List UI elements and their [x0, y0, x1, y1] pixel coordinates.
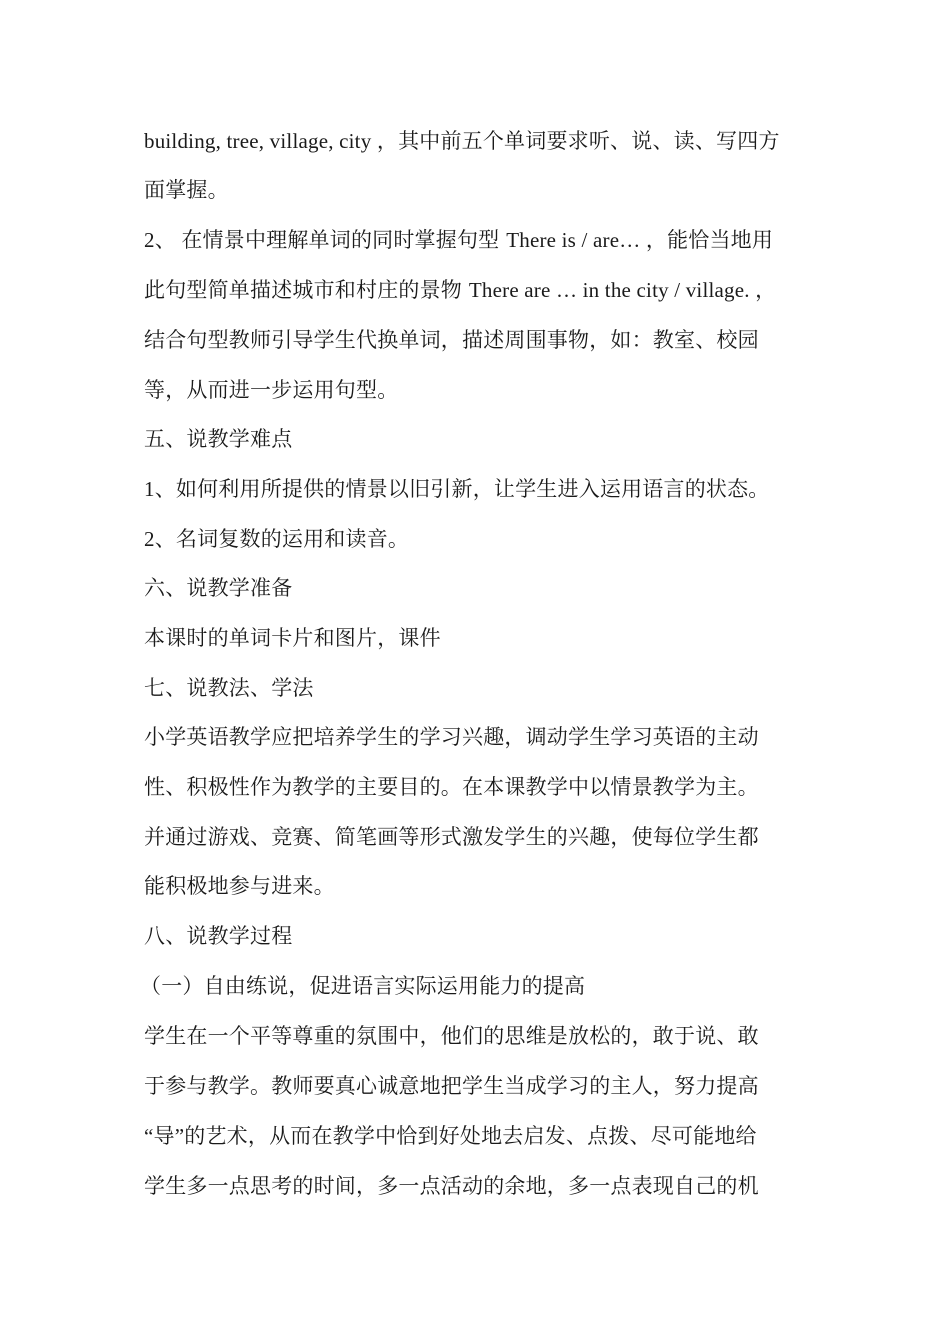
text-segment: 五、说教学难点: [144, 427, 293, 451]
text-line: [144, 822, 824, 852]
list-item: [144, 524, 824, 554]
section-heading: [144, 573, 824, 603]
text-segment: 学生多一点思考的时间，多一点活动的余地，多一点表现自己的机: [144, 1174, 759, 1198]
list-item: [144, 474, 824, 504]
list-number: 2、: [144, 228, 182, 252]
text-segment: 此句型简单描述城市和村庄的景物: [144, 278, 469, 302]
text-line: [144, 1071, 824, 1101]
text-line: [144, 375, 824, 405]
text-segment: There are … in the city / village. ，: [468, 278, 777, 302]
text-line: [144, 325, 824, 355]
subsection-heading: [140, 971, 820, 1001]
text-segment: 面掌握。: [144, 178, 229, 202]
text-segment: 导: [153, 1124, 175, 1148]
section-heading: [144, 921, 824, 951]
text-segment: 六、说教学准备: [144, 576, 293, 600]
text-line: [144, 722, 824, 752]
text-segment: 于参与教学。教师要真心诚意地把学生当成学习的主人，努力提高: [144, 1074, 759, 1098]
list-number: 1: [144, 477, 155, 501]
text-segment: 性、积极性作为教学的主要目的。在本课教学中以情景教学为主。: [144, 775, 759, 799]
text-line: [144, 772, 824, 802]
text-segment: 学生在一个平等尊重的氛围中，他们的思维是放松的，敢于说、敢: [144, 1024, 759, 1048]
quote-mark: “: [144, 1124, 154, 1148]
text-segment: building, tree, village, city ，: [144, 129, 399, 153]
text-line: [144, 871, 824, 901]
text-line: [144, 1171, 824, 1201]
text-segment: 七、说教法、学法: [144, 676, 314, 700]
text-line: [144, 275, 824, 305]
text-segment: There is / are… ，: [506, 228, 668, 252]
text-segment: 、如何利用所提供的情景以旧引新，让学生进入运用语言的状态。: [154, 477, 770, 501]
text-segment: 结合句型教师引导学生代换单词，描述周围事物，如：教室、校园: [144, 328, 759, 352]
section-heading: [144, 673, 824, 703]
text-segment: 能积极地参与进来。: [144, 874, 335, 898]
text-line: [144, 126, 824, 156]
text-segment: 等，从而进一步运用句型。: [144, 378, 399, 402]
text-segment: 能恰当地用: [667, 228, 774, 252]
quote-mark: ”: [174, 1124, 185, 1148]
text-segment: （一）自由练说，促进语言实际运用能力的提高: [140, 974, 586, 998]
text-segment: 其中前五个单词要求听、说、读、写四方: [398, 129, 780, 153]
text-line: [144, 623, 824, 653]
text-line: [144, 1121, 824, 1151]
section-heading: [144, 424, 824, 454]
text-segment: 并通过游戏、竞赛、简笔画等形式激发学生的兴趣，使每位学生都: [144, 825, 759, 849]
text-segment: 、名词复数的运用和读音。: [154, 527, 410, 551]
text-line: [144, 175, 824, 205]
list-item: [144, 225, 824, 255]
text-segment: 八、说教学过程: [144, 924, 293, 948]
list-number: 2: [144, 527, 155, 551]
text-line: [144, 1021, 824, 1051]
text-segment: 的艺术，从而在教学中恰到好处地去启发、点拨、尽可能地给: [184, 1124, 757, 1148]
text-segment: 小学英语教学应把培养学生的学习兴趣，调动学生学习英语的主动: [144, 725, 759, 749]
text-segment: 本课时的单词卡片和图片，课件: [144, 626, 441, 650]
text-segment: 在情景中理解单词的同时掌握句型: [181, 228, 507, 252]
